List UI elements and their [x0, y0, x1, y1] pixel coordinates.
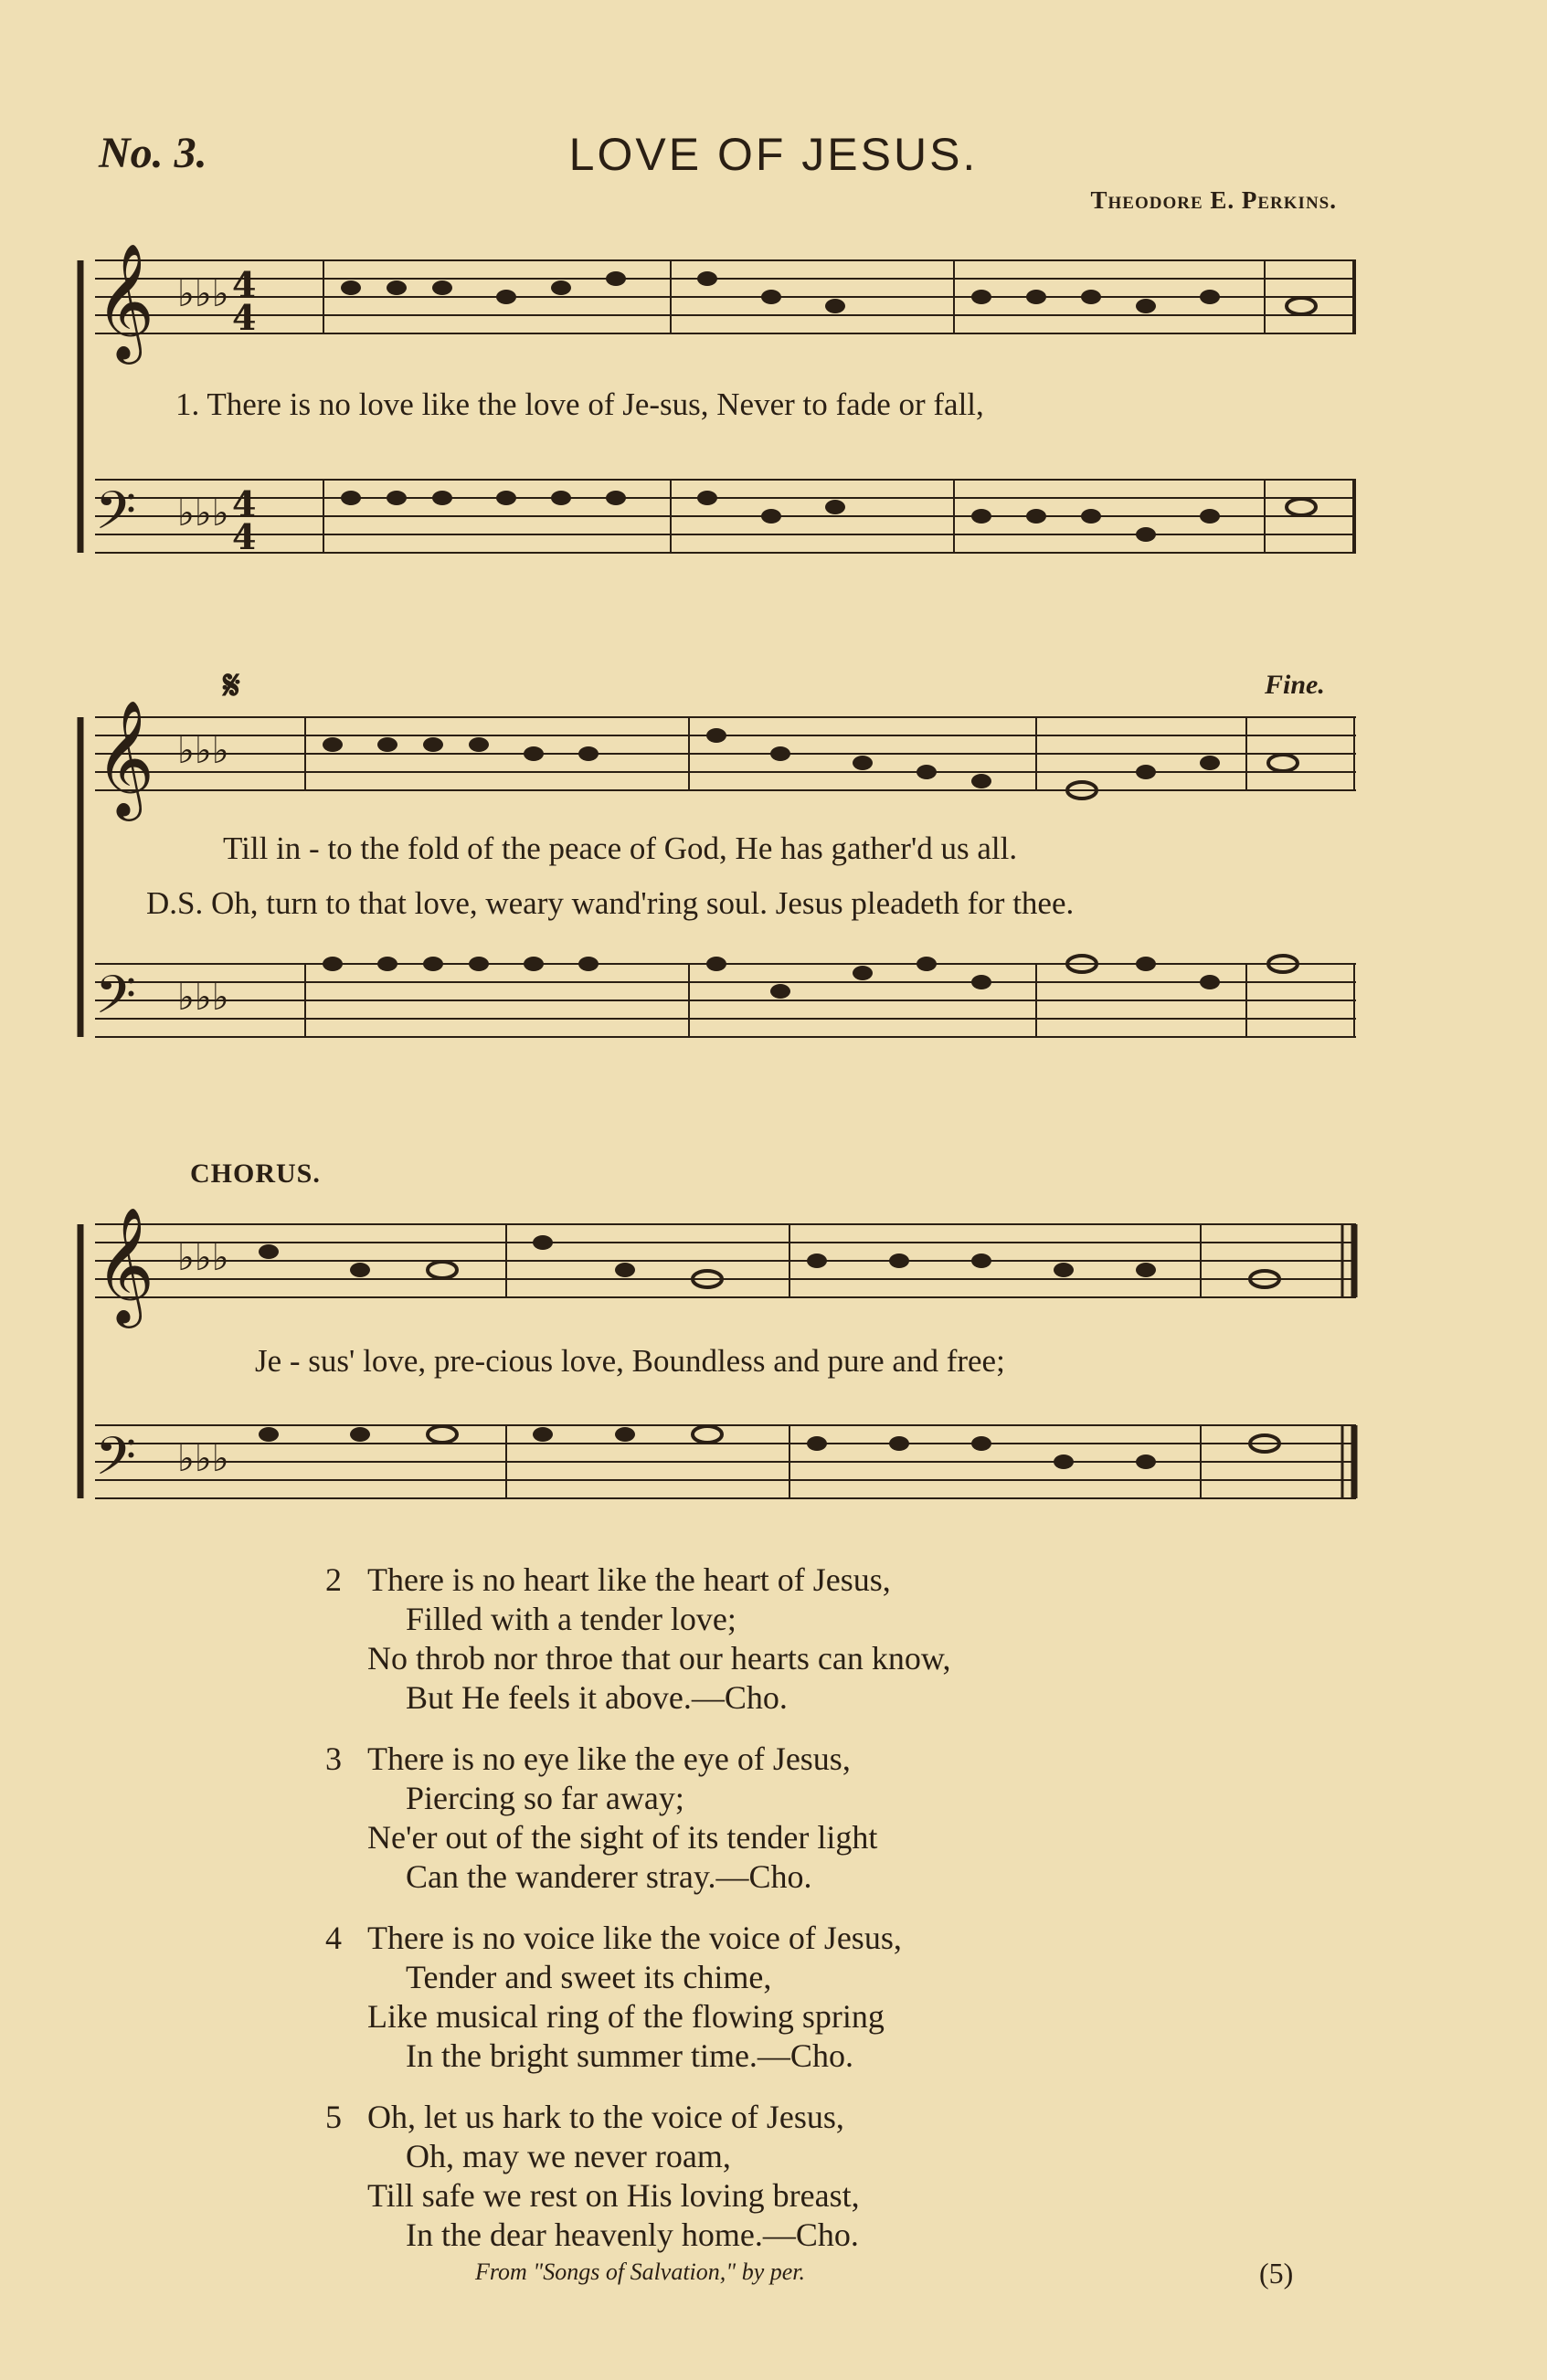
stanza	[325, 1560, 1239, 1718]
ds-lyric-line: D.S. Oh, turn to that love, weary wand'ring soul. Jesus pleadeth for thee.	[146, 885, 1075, 921]
svg-text:4: 4	[232, 264, 257, 305]
lyric-line-2: Till in - to the fold of the peace of God, He has gather'd us all.	[223, 830, 1018, 866]
stanza-line: Till safe we rest on His loving breast,	[367, 2177, 860, 2214]
stanza-line: In the bright summer time.—Cho.	[406, 2037, 853, 2074]
stanza-line: Oh, let us hark to the voice of Jesus,	[367, 2099, 844, 2135]
page-number: (5)	[1259, 2257, 1294, 2290]
stanza-number: 2	[325, 1561, 342, 1598]
stanza	[325, 2098, 1239, 2255]
svg-text:𝄞: 𝄞	[95, 699, 155, 816]
svg-text:𝄢: 𝄢	[95, 480, 137, 555]
svg-text:♭♭♭: ♭♭♭	[177, 730, 229, 772]
stanza-line: Ne'er out of the sight of its tender light	[367, 1819, 878, 1856]
svg-text:𝄞: 𝄞	[95, 242, 155, 359]
stanza-line: Like musical ring of the flowing spring	[367, 1998, 885, 2035]
stanza-line: In the dear heavenly home.—Cho.	[406, 2216, 859, 2253]
svg-text:4: 4	[232, 516, 257, 557]
stanza-line: There is no eye like the eye of Jesus,	[367, 1740, 851, 1777]
chorus-label: CHORUS.	[190, 1158, 321, 1189]
lyric-line-1: 1. There is no love like the love of Je-sus, Never to fade or fall,	[175, 386, 984, 422]
segno-sign: 𝄋	[223, 663, 240, 708]
svg-text:4: 4	[232, 483, 257, 524]
stanza-line: Filled with a tender love;	[406, 1601, 736, 1637]
stanza-line: Tender and sweet its chime,	[406, 1959, 772, 1995]
svg-text:♭♭♭: ♭♭♭	[177, 273, 229, 315]
chorus-lyric-line: Je - sus' love, pre-cious love, Boundless and pure and free;	[255, 1343, 1005, 1379]
stanza	[325, 1740, 1239, 1897]
stanza-number: 5	[325, 2099, 342, 2135]
music-system-2	[77, 662, 1367, 1092]
fine-marker: Fine.	[1265, 670, 1325, 700]
svg-text:♭♭♭: ♭♭♭	[177, 977, 229, 1019]
svg-text:𝄢: 𝄢	[95, 964, 137, 1039]
svg-text:♭♭♭: ♭♭♭	[177, 1237, 229, 1279]
svg-text:𝄢: 𝄢	[95, 1425, 137, 1500]
stanza-line: Oh, may we never roam,	[406, 2138, 731, 2174]
svg-text:♭♭♭: ♭♭♭	[177, 492, 229, 534]
stanza	[325, 1919, 1239, 2076]
svg-text:♭♭♭: ♭♭♭	[177, 1438, 229, 1480]
composer-credit: Theodore E. Perkins.	[1090, 186, 1337, 214]
stanza-line: Piercing so far away;	[406, 1780, 684, 1816]
hymn-number: No. 3.	[99, 129, 207, 177]
music-system-1	[77, 233, 1367, 617]
stanza-line: No throb nor throe that our hearts can know,	[367, 1640, 951, 1677]
stanza-number: 3	[325, 1740, 342, 1777]
stanza-line: There is no voice like the voice of Jesus,	[367, 1920, 902, 1956]
stanza-list	[325, 1560, 1239, 2277]
music-system-chorus	[77, 1197, 1367, 1544]
svg-text:4: 4	[232, 297, 257, 338]
source-credit: From "Songs of Salvation," by per.	[475, 2258, 806, 2285]
svg-text:𝄞: 𝄞	[95, 1206, 155, 1323]
stanza-line: There is no heart like the heart of Jesus,	[367, 1561, 891, 1598]
staff-notation-1	[77, 233, 1367, 617]
hymn-title: LOVE OF JESUS.	[568, 129, 979, 180]
staff-notation-2	[77, 662, 1367, 1092]
stanza-number: 4	[325, 1920, 342, 1956]
stanza-line: But He feels it above.—Cho.	[406, 1679, 788, 1716]
stanza-line: Can the wanderer stray.—Cho.	[406, 1858, 812, 1895]
